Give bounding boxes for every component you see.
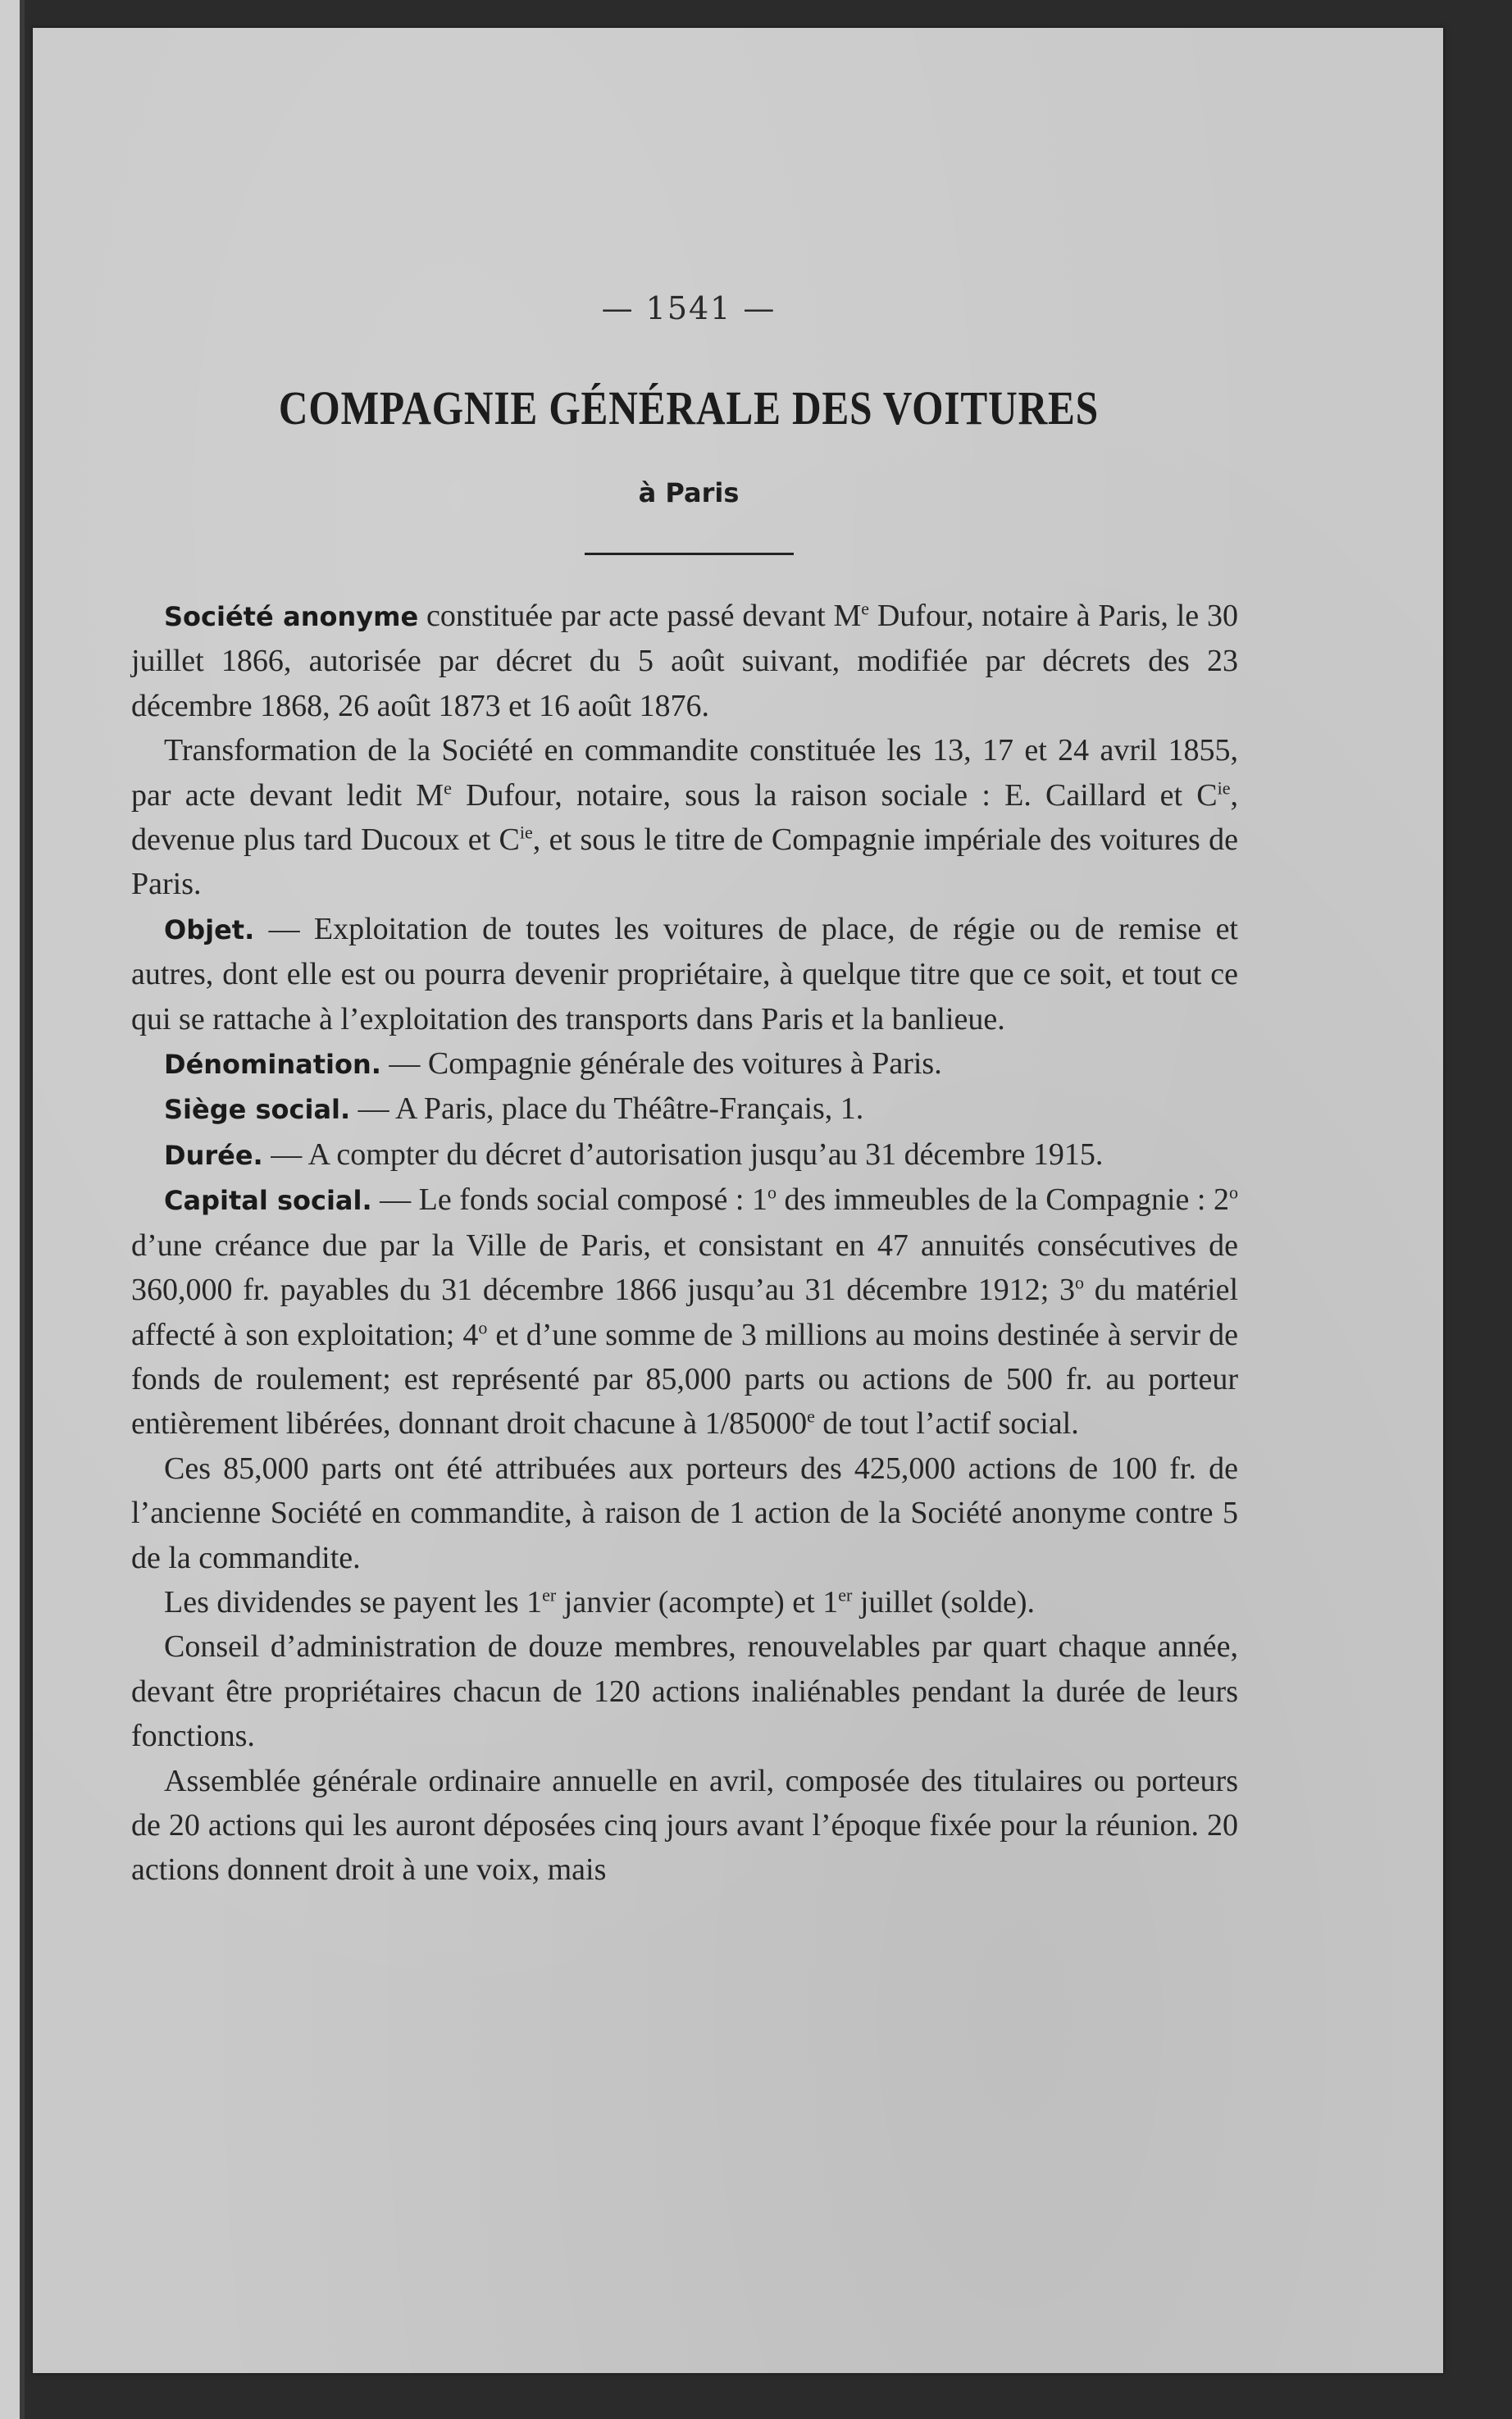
paragraph-duree: Durée. — A compter du décret d’autorisation jusqu’au 31 décembre 1915. xyxy=(164,1137,1104,1172)
paragraph-conseil: Conseil d’administration de douze membres, renouvelables par quart chaque année, devant être propriétaires chacun de 120 actions inaliénables pendant la durée de leurs fonctions. xyxy=(131,1629,1238,1754)
paragraph-capital-social: Capital social. — Le fonds social composé : 1$^o$ des immeubles de la Compagnie : 2$^o$ d’une créance due par la Ville de Paris, et consistant en 47 annuités consécutives de 360,000 fr. payables du 31 décembre 1866 jusqu’au 31 décembre 1912; 3$^o$ du matériel affecté à son exploitation; 4$^o$ et d’une somme de 3 millions au moins destinée à servir de fonds de roulement; est représenté par 85,000 parts ou actions de 500 fr. au porteur entièrement libérées, donnant droit chacune à 1/85000e de tout l’actif social. xyxy=(131,1182,1239,1442)
paragraph-heading: Durée. xyxy=(164,1139,263,1171)
paragraph-siege-social: Siège social. — A Paris, place du Théâtre-Français, 1. xyxy=(164,1091,864,1127)
title-divider xyxy=(585,553,794,555)
paragraph-heading: Dénomination. xyxy=(164,1049,381,1081)
document-subtitle: à Paris xyxy=(638,477,740,508)
paragraph-heading: Siège social. xyxy=(164,1094,351,1126)
paragraph-heading: Capital social. xyxy=(164,1185,372,1217)
previous-page-edge xyxy=(0,0,25,2419)
document-page xyxy=(33,28,1443,2373)
paragraph-societe-anonyme: Société anonyme constituée par acte passé devant Me Dufour, notaire à Paris, le 30 juillet 1866, autorisée par décret du 5 août suivant, modifiée par décrets des 23 décembre 1868, 26 août 1873 et 16 août 1876. xyxy=(131,598,1238,723)
paragraph-parts: Ces 85,000 parts ont été attribuées aux porteurs des 425,000 actions de 100 fr. de l’ancienne Société en commandite, à raison de 1 action de la Société anonyme contre 5 de la commandite. xyxy=(131,1451,1238,1575)
document-body xyxy=(131,594,1238,1893)
page-number: — 1541 — xyxy=(601,290,776,326)
paragraph-transformation: Transformation de la Société en commandite constituée les 13, 17 et 24 avril 1855, par acte devant ledit Me Dufour, notaire, sous la raison sociale : E. Caillard et $C^{ie}$, devenue plus tard Ducoux et $C^{ie}$, et sous le titre de Compagnie impériale des voitures de Paris. xyxy=(131,733,1239,902)
document-title: COMPAGNIE GÉNÉRALE DES VOITURES xyxy=(278,381,1100,435)
paragraph-denomination: Dénomination. — Compagnie générale des voitures à Paris. xyxy=(164,1046,942,1082)
paragraph-heading: Objet. xyxy=(164,913,255,945)
paragraph-objet: Objet. — Exploitation de toutes les voitures de place, de régie ou de remise et autres, dont elle est ou pourra devenir propriétaire, à quelque titre que ce soit, et tout ce qui se rattache à l’exploitation des transports dans Paris et la banlieue. xyxy=(131,911,1238,1036)
paragraph-assemblee: Assemblée générale ordinaire annuelle en avril, composée des titulaires ou porteurs de 20 actions qui les auront déposées cinq jours avant l’époque fixée pour la réunion. 20 actions donnent droit à une voix, mais xyxy=(131,1763,1238,1888)
paragraph-heading: Société anonyme xyxy=(164,601,419,632)
paragraph-dividendes: Les dividendes se payent les 1er janvier (acompte) et 1er juillet (solde). xyxy=(164,1584,1035,1620)
